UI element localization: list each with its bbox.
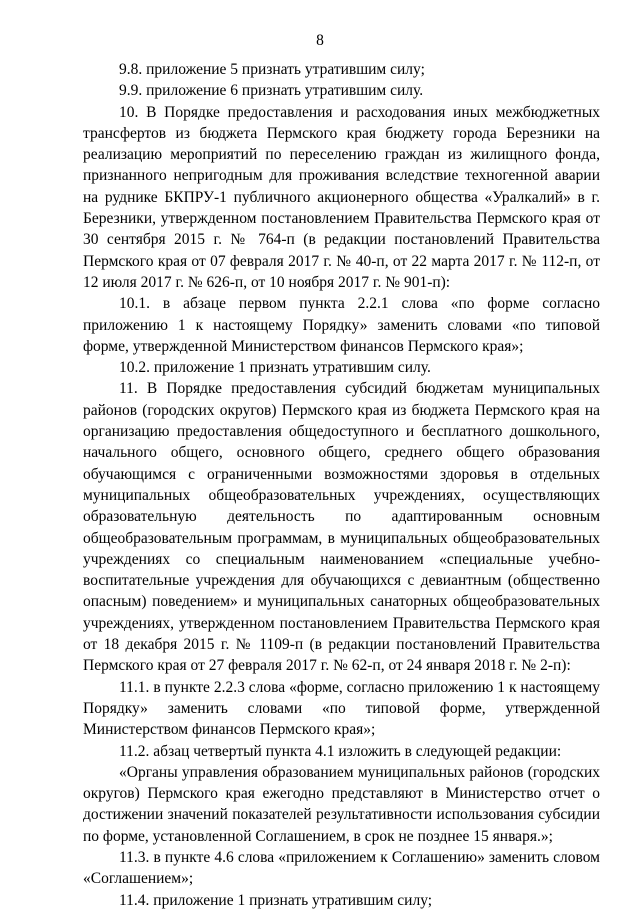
paragraph-9-8: 9.8. приложение 5 признать утратившим силу; (119, 61, 425, 78)
paragraph-11-1: 11.1. в пункте 2.2.3 слова «форме, согласно приложению 1 к настоящему Порядку» заменить словами «по типовой форме, утвержденной Министерством финансов Пермского края»; (83, 678, 600, 739)
paragraph-10-1: 10.1. в абзаце первом пункта 2.2.1 слова «по форме согласно приложению 1 к настоящему Порядку» заменить словами «по типовой форме, утвержденной Министерством финансов Пермского края»; (83, 295, 600, 355)
page-number: 8 (316, 32, 324, 49)
paragraph-11: 11. В Порядке предоставления субсидий бюджетам муниципальных районов (городских округов) Пермского края из бюджета Пермского края на организацию предоставления общедоступного и бесплатного дошкольного, начального общего, основного общего, среднего общего образования обучающимся с ограниченными возможностями здоровья в отдельных муниципальных общеобразовательных учреждениях, осуществляющих образовательную деятельность по адаптированным основным общеобразовательным программам, в муниципальных общеобразовательных учреждениях со специальным наименованием «специальные учебно-воспитательные учреждения для обучающихся с девиантным (общественно опасным) поведением» и муниципальных санаторных общеобразовательных учреждениях, утвержденном постановлением Правительства Пермского края от 18 декабря 2015 г. № 1109-п (в редакции постановлений Правительства Пермского края от 27 февраля 2017 г. № 62-п, от 24 января 2018 г. № 2-п): (83, 380, 600, 675)
paragraph-10: 10. В Порядке предоставления и расходования иных межбюджетных трансфертов из бюджета Пермского края бюджету города Березники на реализацию мероприятий по переселению граждан из жилищного фонда, признанного непригодным для проживания вследствие техногенной аварии на руднике БКПРУ-1 публичного акционерного общества «Уралкалий» в г. Березники, утвержденном постановлением Правительства Пермского края от 30 сентября 2015 г. № 764-п (в редакции постановлений Правительства Пермского края от 07 февраля 2017 г. № 40-п, от 22 марта 2017 г. № 112-п, от 12 июля 2017 г. № 626-п, от 10 ноября 2017 г. № 901-п): (83, 103, 600, 291)
paragraph-10-2: 10.2. приложение 1 признать утратившим силу. (119, 359, 431, 377)
document-body (83, 59, 600, 911)
paragraph-11-2: 11.2. абзац четвертый пункта 4.1 изложить в следующей редакции: (119, 742, 562, 760)
paragraph-11-4: 11.4. приложение 1 признать утратившим силу; (119, 891, 433, 909)
paragraph-11-3: 11.3. в пункте 4.6 слова «приложением к Соглашению» заменить словом «Соглашением»; (83, 848, 600, 888)
paragraph-11-2-quote: «Органы управления образованием муниципальных районов (городских округов) Пермского края ежегодно представляют в Министерство отчет о достижении значений показателей результативности использования субсидии по форме, установленной Соглашением, в срок не позднее 15 января.»; (83, 763, 600, 845)
paragraph-9-9: 9.9. приложение 6 признать утратившим силу. (119, 82, 424, 100)
